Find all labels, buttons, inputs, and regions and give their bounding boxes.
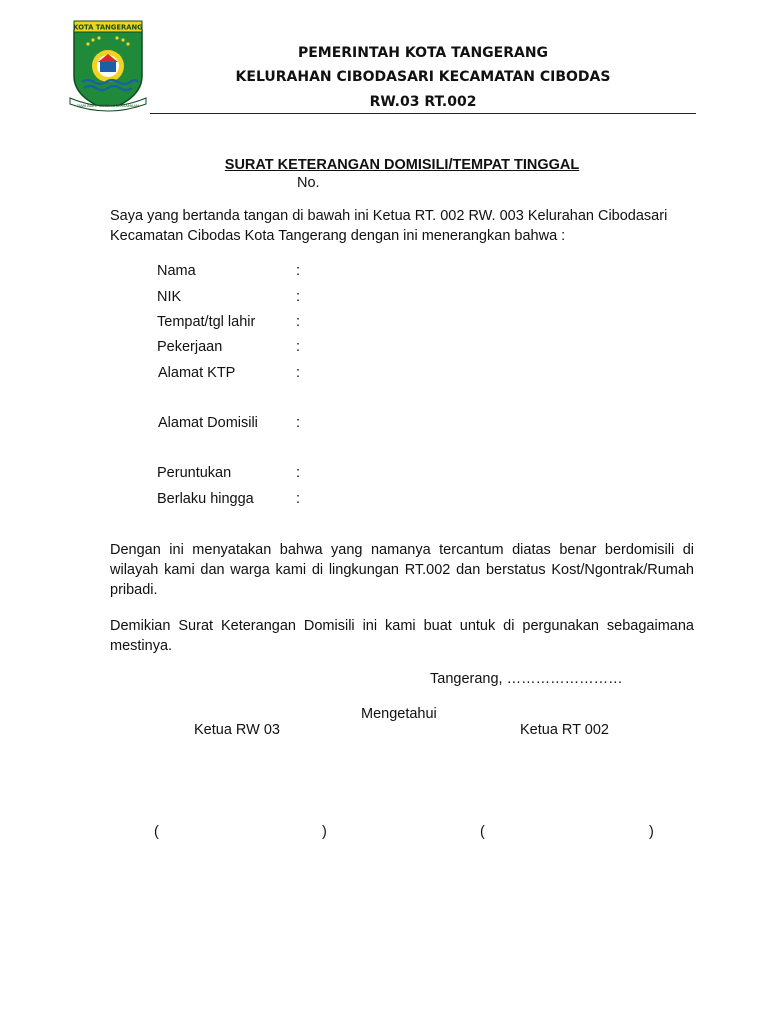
header-rw-rt: RW.03 RT.002: [369, 94, 477, 110]
field-colon: :: [296, 365, 301, 381]
logo-motto: DARI BAKTI KARYA KEBERSAMAAN: [77, 104, 139, 108]
acknowledge-label: Mengetahui: [361, 706, 437, 722]
intro-paragraph: Saya yang bertanda tangan di bawah ini Ketua RT. 002 RW. 003 Kelurahan Cibodasari Kecamatan Cibodas Kota Tangerang dengan ini menerangkan bahwa :: [110, 208, 668, 244]
field-colon: :: [296, 339, 301, 355]
statement-paragraph: Dengan ini menyatakan bahwa yang namanya tercantum diatas benar berdomisili di wilayah kami dan warga kami di lingkungan RT.002 dan berstatus Kost/Ngontrak/Rumah pribadi.: [110, 542, 694, 598]
closing-paragraph: Demikian Surat Keterangan Domisili ini kami buat untuk di pergunakan sebagaimana mestinya.: [110, 618, 694, 654]
ketua-rt-title: Ketua RT 002: [520, 722, 609, 738]
coat-of-arms-icon: [66, 18, 150, 116]
field-label-nik: NIK: [157, 289, 182, 305]
letter-number-label: No.: [297, 175, 320, 191]
rw-signature-close-paren: ): [322, 824, 327, 840]
kota-tangerang-logo: [66, 18, 150, 116]
place-date: Tangerang, ……………………: [430, 671, 623, 687]
field-label-tempat-tgl-lahir: Tempat/tgl lahir: [157, 314, 256, 330]
field-label-alamat-ktp: Alamat KTP: [158, 365, 236, 381]
field-label-peruntukan: Peruntukan: [157, 465, 232, 481]
rw-signature-open-paren: (: [154, 824, 159, 840]
field-colon: :: [296, 263, 301, 279]
letter-title: SURAT KETERANGAN DOMISILI/TEMPAT TINGGAL: [224, 157, 580, 173]
field-colon: :: [296, 314, 301, 330]
field-label-nama: Nama: [157, 263, 196, 279]
field-colon: :: [296, 415, 301, 431]
field-label-pekerjaan: Pekerjaan: [157, 339, 223, 355]
header-divider: [150, 113, 696, 114]
rt-signature-close-paren: ): [649, 824, 654, 840]
field-colon: :: [296, 289, 301, 305]
field-label-alamat-domisili: Alamat Domisili: [158, 415, 258, 431]
header-kelurahan: KELURAHAN CIBODASARI KECAMATAN CIBODAS: [235, 69, 611, 85]
field-colon: :: [296, 491, 301, 507]
header-government: PEMERINTAH KOTA TANGERANG: [297, 45, 549, 61]
ketua-rw-title: Ketua RW 03: [194, 722, 280, 738]
field-label-berlaku-hingga: Berlaku hingga: [157, 491, 254, 507]
rt-signature-open-paren: (: [480, 824, 485, 840]
field-colon: :: [296, 465, 301, 481]
logo-title: KOTA TANGERANG: [73, 23, 143, 32]
